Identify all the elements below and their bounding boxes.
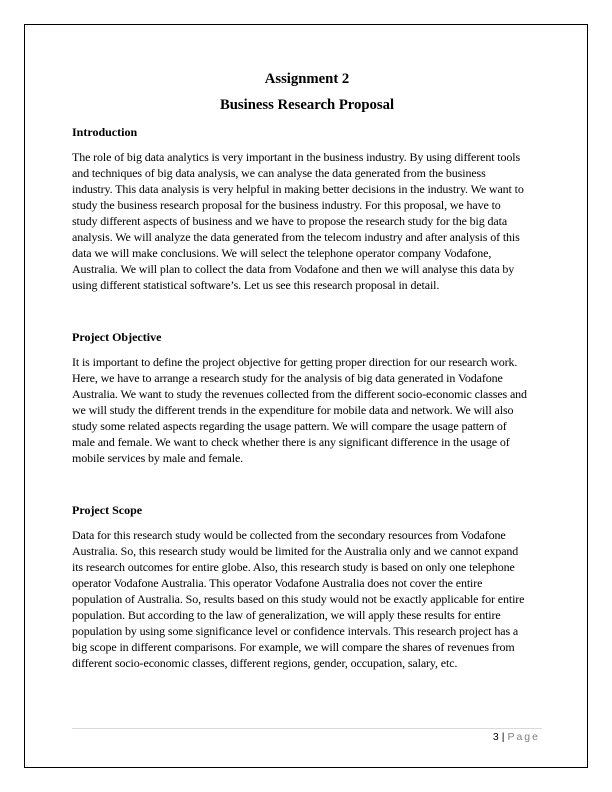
text-line: its research outcomes for entire globe. Also, this research study is based on only one telephone [72,560,515,574]
text-line: population of Australia. So, results based on this study would not be exactly applicable for entire [72,592,525,606]
project-objective-heading: Project Objective [72,330,162,344]
text-line: population by using some significance level or confidence intervals. This research project has a [72,624,519,638]
text-line: operator Vodafone Australia. This operator Vodafone Australia does not cover the entire [72,576,483,590]
text-line: study some related aspects regarding the usage pattern. We will compare the usage pattern of [72,419,507,433]
footer-separator: | [501,731,505,743]
text-line: Here, we have to arrange a research study for the analysis of big data generated in Vodafone [72,371,503,385]
text-line: Australia. We want to study the revenues collected from the different socio-economic classes and [72,387,527,401]
text-line: population. But according to the law of generalization, we will apply these results for entire [72,608,501,622]
project-scope-heading: Project Scope [72,503,143,517]
page-number: 3 [492,731,499,743]
text-line: study different aspects of business and we have to propose the research study for the big data [72,214,508,228]
text-line: Data for this research study would be collected from the secondary resources from Vodafone [72,528,506,542]
text-line: industry. This data analysis is very helpful in making better decisions in the industry. We want to [72,182,524,196]
text-line: different socio-economic classes, different regions, gender, occupation, salary, etc. [72,656,458,670]
text-line: male and female. We want to check whether there is any significant difference in the usage of [72,435,510,449]
document-subtitle: Business Research Proposal [219,97,395,113]
text-line: The role of big data analytics is very important in the business industry. By using different tools [72,150,521,164]
page-label: Page [507,731,540,743]
text-line: and techniques of big data analysis, we can analyse the data generated from the business [72,166,486,180]
text-line: Australia. We will plan to collect the data from Vodafone and then we will analyse this data by [72,262,515,276]
text-line: data we will make conclusions. We will select the telephone operator company Vodafone, [72,246,492,260]
introduction-paragraph [72,149,542,293]
text-line: It is important to define the project objective for getting proper direction for our research work. [72,355,518,369]
document-body [72,70,542,671]
text-line: study the business research proposal for the business industry. For this proposal, we have to [72,198,501,212]
text-line: we will study the different trends in the expenditure for mobile data and network. We will also [72,403,514,417]
text-line: Australia. So, this research study would be limited for the Australia only and we cannot expand [72,544,519,558]
text-line: analysis. We will analyze the data generated from the telecom industry and after analysis of this [72,230,520,244]
document-title: Assignment 2 [264,71,350,87]
introduction-heading: Introduction [72,125,138,139]
text-line: big scope in different comparisons. For example, we will compare the shares of revenues from [72,640,515,654]
page-footer [493,731,540,743]
footer-divider [72,728,542,729]
text-line: mobile services by male and female. [72,451,244,465]
project-objective-paragraph [72,354,542,466]
text-line: using different statistical software’s. Let us see this research proposal in detail. [72,278,440,292]
project-scope-paragraph [72,527,542,671]
